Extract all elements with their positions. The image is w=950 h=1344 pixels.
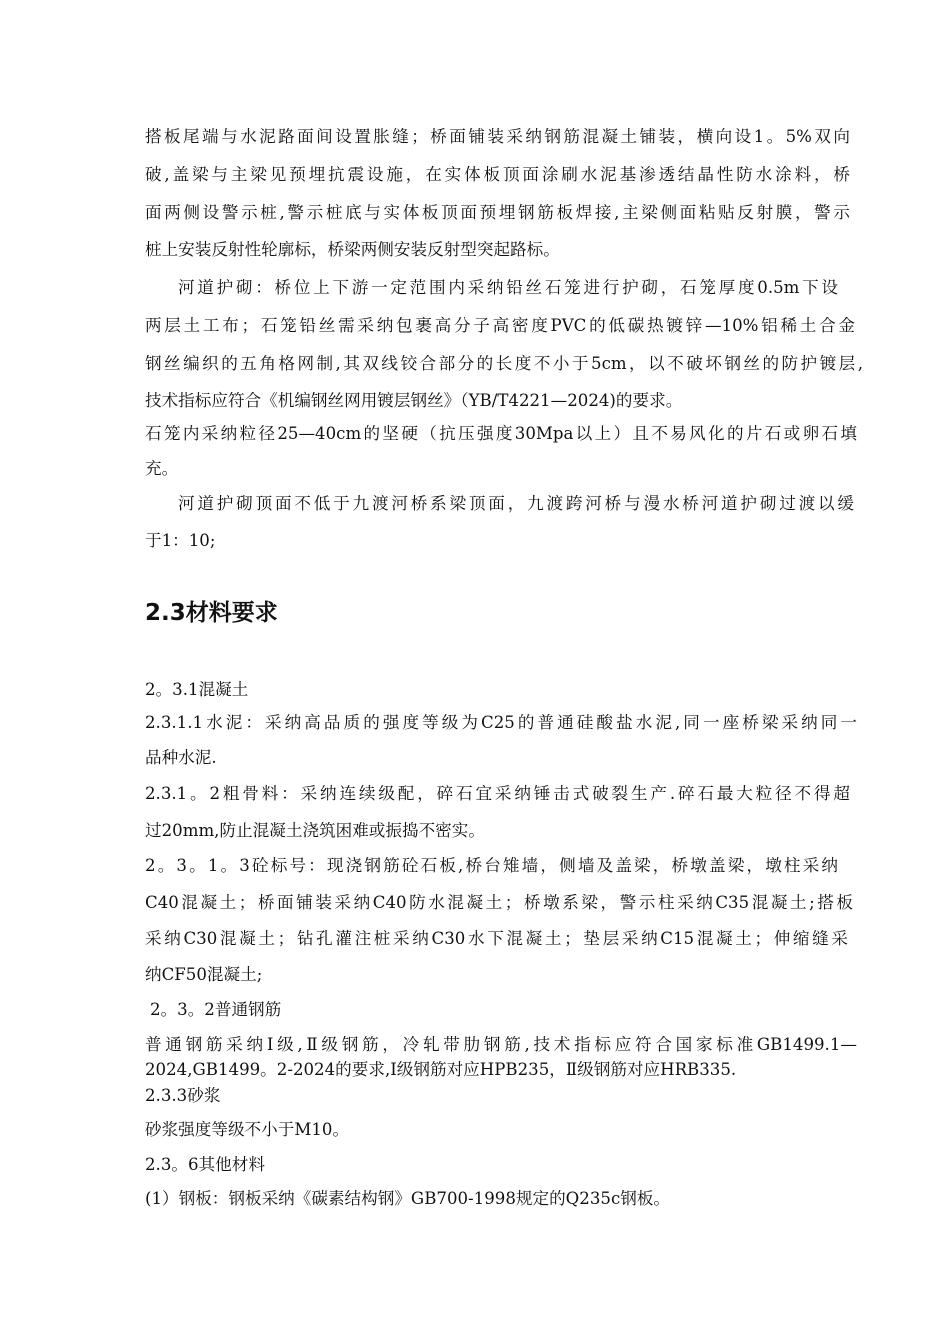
paragraph-line: 品种水泥. bbox=[145, 748, 217, 767]
paragraph-line: 充。 bbox=[145, 459, 179, 478]
paragraph-line: 石笼内采纳粒径25—40cm的坚硬（抗压强度30Mpa以上）且不易风化的片石或卵石填 bbox=[145, 424, 857, 443]
paragraph-line: 技术指标应符合《机编钢丝网用镀层钢丝》（YB/T4221—2024)的要求。 bbox=[145, 391, 683, 410]
paragraph-line: 纳CF50混凝土; bbox=[145, 965, 263, 984]
paragraph-line: 于1：10; bbox=[145, 531, 216, 550]
paragraph-line: 两层土工布；石笼铅丝需采纳包裹高分子高密度PVC的低碳热镀锌—10%铝稀土合金 bbox=[145, 316, 855, 335]
paragraph-line: 砂浆强度等级不小于M10。 bbox=[145, 1120, 350, 1139]
paragraph-line: 2024,GB1499。2-2024的要求,Ⅰ级钢筋对应HPB235，Ⅱ级钢筋对应HRB335. bbox=[145, 1060, 737, 1079]
paragraph-line: 河道护砌顶面不低于九渡河桥系梁顶面，九渡跨河桥与漫水桥河道护砌过渡以缓 bbox=[178, 494, 854, 513]
paragraph-line: 2。3。1。3砼标号：现浇钢筋砼石板,桥台雉墙，侧墙及盖梁，桥墩盖梁，墩柱采纳 bbox=[145, 856, 838, 875]
paragraph-line: 桩上安装反射性轮廓标，桥梁两侧安装反射型突起路标。 bbox=[145, 240, 560, 259]
subsection-title: 2。3.1混凝土 bbox=[145, 680, 249, 699]
subsection-title: 2.3.3砂浆 bbox=[145, 1086, 221, 1105]
paragraph-line: 过20mm,防止混凝土浇筑困难或振捣不密实。 bbox=[145, 821, 485, 840]
paragraph-line: 采纳C30混凝土；钻孔灌注桩采纳C30水下混凝土；垫层采纳C15混凝土；伸缩缝采 bbox=[145, 929, 848, 948]
subsection-title: 2。3。2普通钢筋 bbox=[150, 1000, 282, 1019]
subsection-title: 2.3。6其他材料 bbox=[145, 1155, 265, 1174]
paragraph-line: 2.3.1。2粗骨料：采纳连续级配，碎石宜采纳锤击式破裂生产.碎石最大粒径不得超 bbox=[145, 784, 850, 803]
paragraph-line: 面两侧设警示桩,警示桩底与实体板顶面预埋钢筋板焊接,主梁侧面粘贴反射膜，警示 bbox=[145, 203, 850, 222]
paragraph-line: 普通钢筋采纳Ⅰ级,Ⅱ级钢筋，冷轧带肋钢筋,技术指标应符合国家标准GB1499.1— bbox=[145, 1035, 857, 1054]
paragraph-line: 搭板尾端与水泥路面间设置胀缝；桥面铺装采纳钢筋混凝土铺装，横向设1。5%双向 bbox=[145, 127, 850, 146]
paragraph-line: (1）钢板：钢板采纳《碳素结构钢》GB700-1998规定的Q235c钢板。 bbox=[145, 1189, 671, 1208]
section-heading: 2.3材料要求 bbox=[145, 600, 278, 626]
paragraph-line: 钢丝编织的五角格网制,其双线铰合部分的长度不小于5cm，以不破坏钢丝的防护镀层, bbox=[145, 354, 863, 373]
paragraph-line: 2.3.1.1水泥：采纳高品质的强度等级为C25的普通硅酸盐水泥,同一座桥梁采纳同一 bbox=[145, 713, 857, 732]
paragraph-line: C40混凝土；桥面铺装采纳C40防水混凝土；桥墩系梁，警示柱采纳C35混凝土;搭板 bbox=[145, 893, 853, 912]
paragraph-line: 破,盖梁与主梁见预埋抗震设施，在实体板顶面涂刷水泥基渗透结晶性防水涂料，桥 bbox=[145, 165, 850, 184]
paragraph-line: 河道护砌：桥位上下游一定范围内采纳铅丝石笼进行护砌，石笼厚度0.5m下设 bbox=[178, 278, 838, 297]
